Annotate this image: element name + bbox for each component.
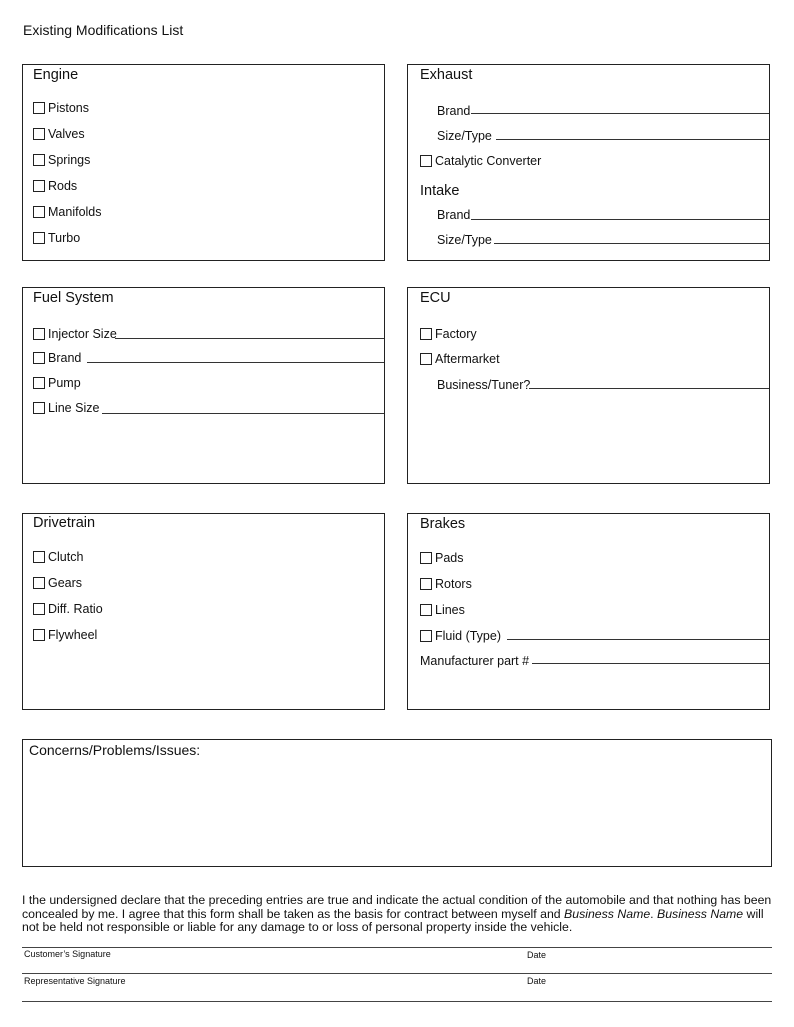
brakes-pads[interactable] <box>420 550 464 566</box>
engine-valves-label: Valves <box>48 127 85 141</box>
exhaust-size-field[interactable] <box>496 139 769 140</box>
checkbox[interactable] <box>33 180 45 192</box>
brakes-rotors-label: Rotors <box>435 577 472 591</box>
brakes-section <box>407 513 770 710</box>
customer-signature-line[interactable] <box>22 947 772 948</box>
checkbox[interactable] <box>33 232 45 244</box>
brakes-fluid-type-field[interactable] <box>507 639 769 640</box>
checkbox[interactable] <box>33 377 45 389</box>
exhaust-catalytic-label: Catalytic Converter <box>435 154 542 168</box>
fuel-line-size-label: Line Size <box>48 401 100 415</box>
ecu-tuner-label: Business/Tuner? <box>437 378 531 392</box>
declaration-text <box>22 894 774 935</box>
exhaust-catalytic-converter[interactable] <box>420 153 541 169</box>
checkbox[interactable] <box>33 352 45 364</box>
fuel-pump[interactable] <box>33 375 81 391</box>
fuel-line-size-field[interactable] <box>102 413 384 414</box>
fuel-brand[interactable] <box>33 350 81 366</box>
customer-date-label: Date <box>527 950 547 960</box>
engine-springs-label: Springs <box>48 153 91 167</box>
representative-signature-line[interactable] <box>22 973 772 974</box>
drivetrain-gears[interactable] <box>33 575 82 591</box>
checkbox[interactable] <box>33 206 45 218</box>
ecu-aftermarket[interactable] <box>420 351 500 367</box>
fuel-brand-field[interactable] <box>87 362 384 363</box>
engine-rods-label: Rods <box>48 179 78 193</box>
drivetrain-clutch-label: Clutch <box>48 550 84 564</box>
engine-springs[interactable] <box>33 152 90 168</box>
engine-turbo-label: Turbo <box>48 231 81 245</box>
brakes-lines[interactable] <box>420 602 465 618</box>
drivetrain-title: Drivetrain <box>33 515 96 531</box>
page-title: Existing Modifications List <box>23 22 184 38</box>
brakes-title: Brakes <box>420 516 466 532</box>
checkbox[interactable] <box>420 328 432 340</box>
brakes-rotors[interactable] <box>420 576 472 592</box>
representative-signature-label: Representative Signature <box>24 976 126 986</box>
engine-manifolds-label: Manifolds <box>48 205 102 219</box>
declaration-part-1: I the undersigned declare that the preceding entries are true and indicate the actual condition of the automobile and that nothing has been concealed by me. I agree that this form shall be taken as the basis for contract between myself and <box>22 893 772 921</box>
checkbox[interactable] <box>33 102 45 114</box>
ecu-section <box>407 287 770 484</box>
checkbox[interactable] <box>33 551 45 563</box>
checkbox[interactable] <box>33 603 45 615</box>
checkbox[interactable] <box>33 154 45 166</box>
fuel-system-section <box>22 287 385 484</box>
fuel-system-title: Fuel System <box>33 290 114 306</box>
engine-manifolds[interactable] <box>33 204 102 220</box>
ecu-factory-label: Factory <box>435 327 477 341</box>
exhaust-title: Exhaust <box>420 67 473 83</box>
engine-title: Engine <box>33 67 79 83</box>
checkbox[interactable] <box>33 402 45 414</box>
brakes-fluid-type-label: Fluid (Type) <box>435 629 501 643</box>
fuel-injector-size[interactable] <box>33 326 117 342</box>
fuel-injector-size-field[interactable] <box>115 338 384 339</box>
brakes-fluid-type[interactable] <box>420 628 501 644</box>
engine-pistons[interactable] <box>33 100 89 116</box>
exhaust-brand-field[interactable] <box>471 113 769 114</box>
drivetrain-diff-ratio[interactable] <box>33 601 103 617</box>
checkbox[interactable] <box>33 128 45 140</box>
intake-size-label: Size/Type <box>437 233 492 247</box>
checkbox[interactable] <box>420 604 432 616</box>
business-name-2: Business Name <box>657 906 744 921</box>
customer-signature-label: Customer’s Signature <box>24 949 111 959</box>
drivetrain-section <box>22 513 385 710</box>
ecu-factory[interactable] <box>420 326 477 342</box>
engine-rods[interactable] <box>33 178 77 194</box>
concerns-title: Concerns/Problems/Issues: <box>29 742 201 758</box>
exhaust-size-label: Size/Type <box>437 129 492 143</box>
checkbox[interactable] <box>33 629 45 641</box>
brakes-lines-label: Lines <box>435 603 465 617</box>
intake-size-field[interactable] <box>494 243 769 244</box>
concerns-section[interactable] <box>22 739 772 867</box>
engine-pistons-label: Pistons <box>48 101 89 115</box>
checkbox[interactable] <box>420 353 432 365</box>
declaration-part-2: . <box>650 906 658 921</box>
ecu-tuner-field[interactable] <box>529 388 769 389</box>
engine-turbo[interactable] <box>33 230 80 246</box>
fuel-pump-label: Pump <box>48 376 81 390</box>
drivetrain-gears-label: Gears <box>48 576 83 590</box>
checkbox[interactable] <box>33 577 45 589</box>
checkbox[interactable] <box>420 630 432 642</box>
checkbox[interactable] <box>420 155 432 167</box>
drivetrain-flywheel-label: Flywheel <box>48 628 98 642</box>
brakes-part-field[interactable] <box>532 663 769 664</box>
representative-date-label: Date <box>527 976 547 986</box>
declaration-part-3: will not be held not responsible or liable for any damage to or loss of personal property inside the vehicle. <box>22 906 764 934</box>
exhaust-brand-label: Brand <box>437 104 471 118</box>
fuel-line-size[interactable] <box>33 400 99 416</box>
intake-title: Intake <box>420 183 460 199</box>
fuel-injector-size-label: Injector Size <box>48 327 117 341</box>
checkbox[interactable] <box>420 552 432 564</box>
ecu-aftermarket-label: Aftermarket <box>435 352 500 366</box>
drivetrain-clutch[interactable] <box>33 549 83 565</box>
engine-valves[interactable] <box>33 126 85 142</box>
fuel-brand-label: Brand <box>48 351 82 365</box>
checkbox[interactable] <box>420 578 432 590</box>
intake-brand-field[interactable] <box>471 219 769 220</box>
drivetrain-diff-ratio-label: Diff. Ratio <box>48 602 103 616</box>
engine-section <box>22 64 385 261</box>
exhaust-intake-section <box>407 64 770 261</box>
drivetrain-flywheel[interactable] <box>33 627 97 643</box>
bottom-rule <box>22 1001 772 1002</box>
business-name-1: Business Name <box>564 906 651 921</box>
intake-brand-label: Brand <box>437 208 471 222</box>
brakes-pads-label: Pads <box>435 551 464 565</box>
ecu-title: ECU <box>420 290 451 306</box>
checkbox[interactable] <box>33 328 45 340</box>
brakes-part-label: Manufacturer part # <box>420 654 530 668</box>
